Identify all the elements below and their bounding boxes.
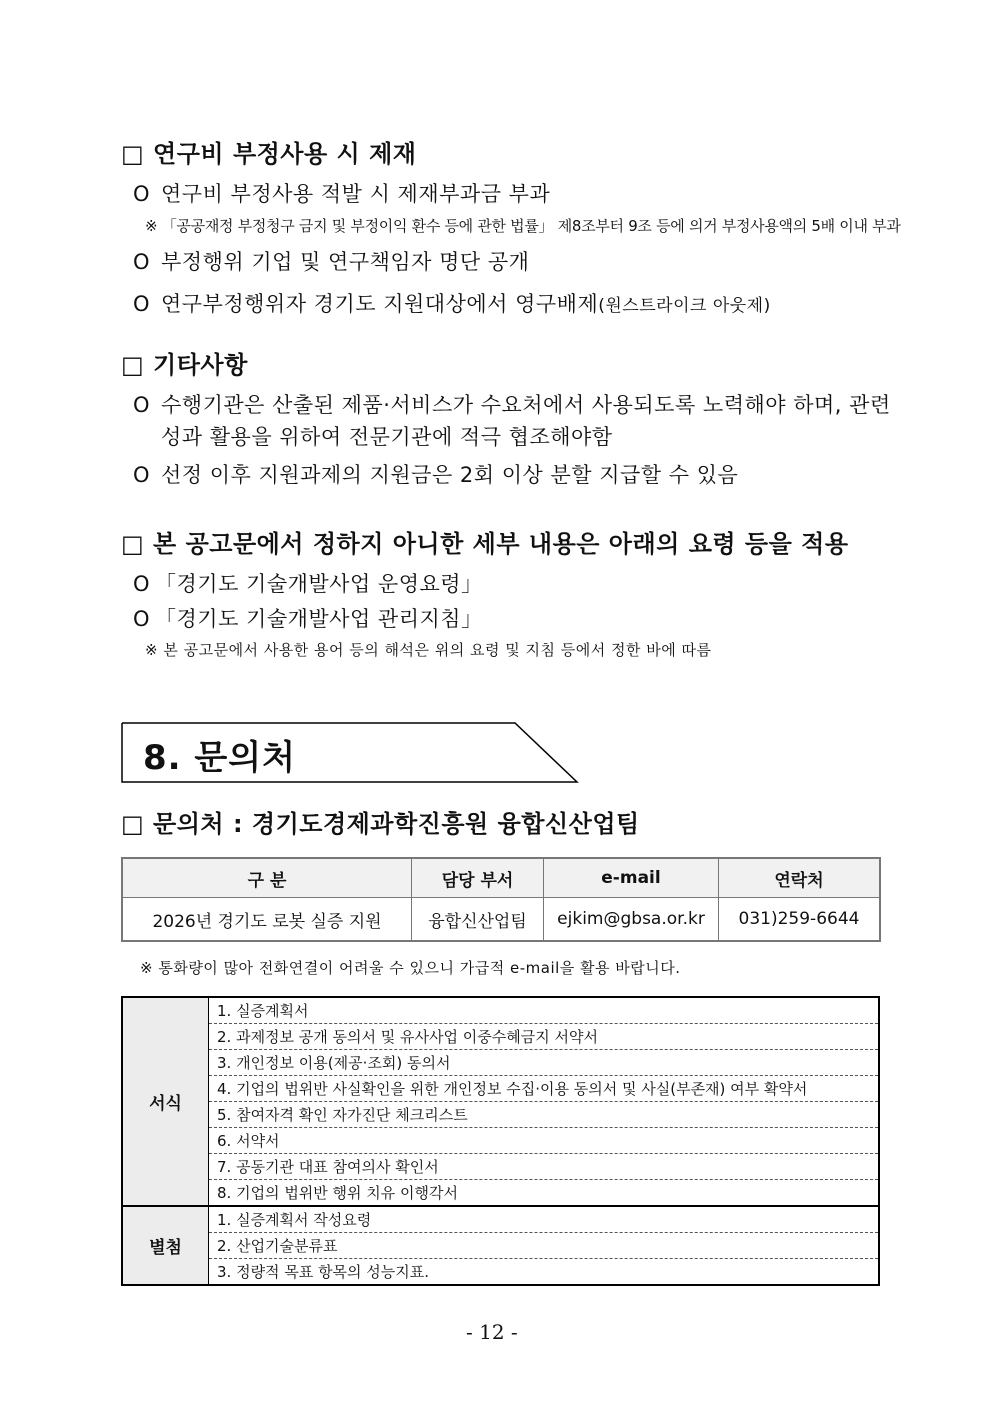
column-header: 구 분 xyxy=(122,858,412,898)
circle-bullet-icon: O xyxy=(133,607,151,631)
program-cell: 2026년 경기도 로봇 실증 지원 xyxy=(122,898,412,942)
chapter-title: 8. 문의처 xyxy=(143,738,296,778)
circle-bullet-icon: O xyxy=(133,292,151,316)
list-item: O 연구부정행위자 경기도 지원대상에서 영구배제(원스트라이크 아웃제) xyxy=(133,292,771,316)
section-heading-etc: □ 기타사항 xyxy=(121,351,248,379)
circle-bullet-icon: O xyxy=(133,572,151,596)
table-row xyxy=(122,1102,879,1128)
table-header-row xyxy=(122,858,880,898)
phone-cell: 031)259-6644 xyxy=(719,898,881,942)
department-cell: 융합신산업팀 xyxy=(412,898,544,942)
circle-bullet-icon: O xyxy=(133,250,151,274)
form-item: 8. 기업의 법위반 행위 치유 이행각서 xyxy=(209,1180,880,1207)
attachment-item: 2. 산업기술분류표 xyxy=(209,1233,880,1259)
attachment-item: 3. 정량적 목표 항목의 성능지표. xyxy=(209,1259,880,1286)
category-attachments: 별첨 xyxy=(122,1206,209,1285)
category-forms: 서식 xyxy=(122,997,209,1206)
one-strike-note: (원스트라이크 아웃제) xyxy=(598,296,771,316)
column-header: 연락처 xyxy=(719,858,881,898)
list-item: O 「경기도 기술개발사업 관리지침」 xyxy=(133,607,483,631)
table-row xyxy=(122,1206,879,1233)
email-cell[interactable]: ejkim@gbsa.or.kr xyxy=(544,898,719,942)
page-number: - 12 - xyxy=(466,1320,518,1344)
column-header: 담당 부서 xyxy=(412,858,544,898)
form-item: 7. 공동기관 대표 참여의사 확인서 xyxy=(209,1154,880,1180)
table-row xyxy=(122,1154,879,1180)
form-item: 5. 참여자격 확인 자가진단 체크리스트 xyxy=(209,1102,880,1128)
list-item: O 수행기관은 산출된 제품·서비스가 수요처에서 사용되도록 노력해야 하며, 관련 xyxy=(133,393,891,417)
column-header: e-mail xyxy=(544,858,719,898)
circle-bullet-icon: O xyxy=(133,393,151,417)
section-heading-sanction: □ 연구비 부정사용 시 제재 xyxy=(121,140,417,168)
forms-table xyxy=(121,996,880,1286)
list-item: O 「경기도 기술개발사업 운영요령」 xyxy=(133,572,483,596)
table-row xyxy=(122,1076,879,1102)
legal-note: ※ 「공공재정 부정청구 금지 및 부정이익 환수 등에 관한 법률」 제8조부터 9조 등에 의거 부정사용액의 5배 이내 부과 xyxy=(145,217,901,235)
list-item: O 부정행위 기업 및 연구책임자 명단 공개 xyxy=(133,250,530,274)
contact-heading: □ 문의처 : 경기도경제과학진흥원 융합신산업팀 xyxy=(121,810,640,838)
contact-note: ※ 통화량이 많아 전화연결이 어려울 수 있으니 가급적 e-mail을 활용 바랍니다. xyxy=(140,959,681,977)
section-heading-rules: □ 본 공고문에서 정하지 아니한 세부 내용은 아래의 요령 등을 적용 xyxy=(121,530,849,558)
table-row xyxy=(122,1259,879,1286)
form-item: 6. 서약서 xyxy=(209,1128,880,1154)
table-row xyxy=(122,997,879,1024)
attachment-item: 1. 실증계획서 작성요령 xyxy=(209,1206,880,1233)
table-row xyxy=(122,1050,879,1076)
form-item: 4. 기업의 법위반 사실확인을 위한 개인정보 수집·이용 동의서 및 사실(부존재) 여부 확약서 xyxy=(209,1076,880,1102)
form-item: 1. 실증계획서 xyxy=(209,997,880,1024)
table-row xyxy=(122,1180,879,1207)
table-row xyxy=(122,1233,879,1259)
contact-table xyxy=(121,857,881,942)
circle-bullet-icon: O xyxy=(133,463,151,487)
form-item: 3. 개인정보 이용(제공·조회) 동의서 xyxy=(209,1050,880,1076)
chapter-header-box xyxy=(121,722,579,784)
table-row xyxy=(122,898,880,942)
table-row xyxy=(122,1024,879,1050)
list-item: O 선정 이후 지원과제의 지원금은 2회 이상 분할 지급할 수 있음 xyxy=(133,463,739,487)
table-row xyxy=(122,1128,879,1154)
form-item: 2. 과제정보 공개 동의서 및 유사사업 이중수혜금지 서약서 xyxy=(209,1024,880,1050)
interpretation-note: ※ 본 공고문에서 사용한 용어 등의 해석은 위의 요령 및 지침 등에서 정한 바에 따름 xyxy=(145,641,712,659)
circle-bullet-icon: O xyxy=(133,182,151,206)
list-item: O 연구비 부정사용 적발 시 제재부과금 부과 xyxy=(133,182,551,206)
list-item-continuation: 성과 활용을 위하여 전문기관에 적극 협조해야함 xyxy=(161,425,613,449)
